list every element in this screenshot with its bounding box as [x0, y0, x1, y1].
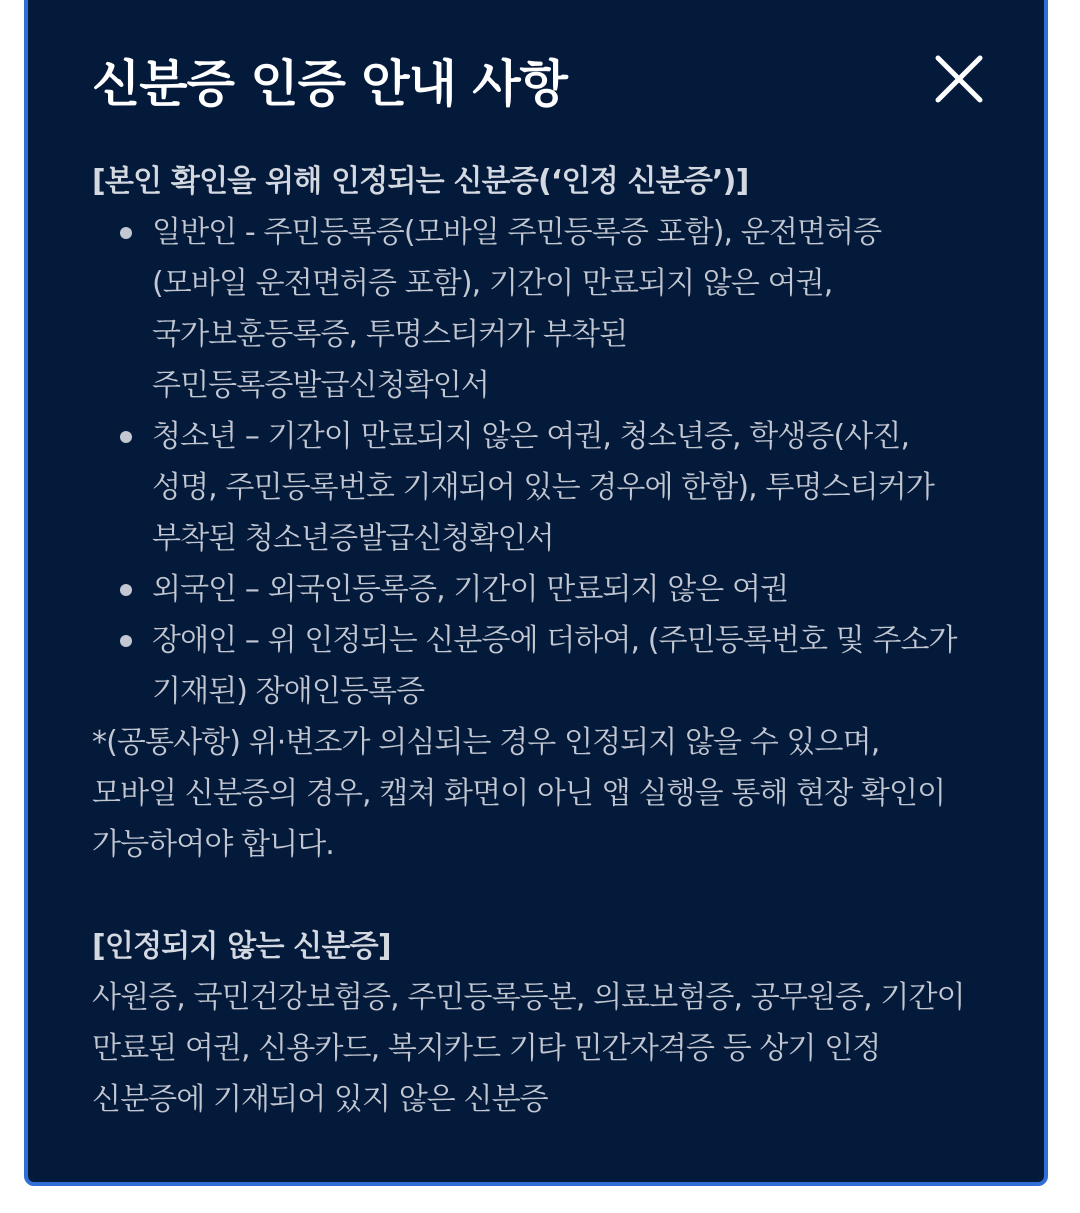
list-item-line: 성명, 주민등록번호 기재되어 있는 경우에 한함), 투명스티커가: [152, 470, 934, 505]
list-item-line: 기재된) 장애인등록증: [152, 674, 425, 709]
list-item-line: 국가보훈등록증, 투명스티커가 부착된: [152, 317, 628, 352]
bullet-icon: [120, 227, 132, 239]
list-item-line: 청소년 – 기간이 만료되지 않은 여권, 청소년증, 학생증(사진,: [152, 419, 910, 454]
list-item-line: 외국인 – 외국인등록증, 기간이 만료되지 않은 여권: [152, 572, 789, 607]
accepted-ids-list: [92, 207, 1012, 717]
list-item-line: (모바일 운전면허증 포함), 기간이 만료되지 않은 여권,: [152, 266, 833, 301]
modal-title: 신분증 인증 안내 사항: [92, 55, 567, 113]
list-item-line: 장애인 – 위 인정되는 신분증에 더하여, (주민등록번호 및 주소가: [152, 623, 957, 658]
close-icon: [932, 52, 986, 106]
list-item-line: 부착된 청소년증발급신청확인서: [152, 521, 554, 556]
modal-content: [92, 156, 1012, 1125]
id-verification-modal: [24, 0, 1048, 1186]
rejected-line: 만료된 여권, 신용카드, 복지카드 기타 민간자격증 등 상기 인정: [92, 1031, 881, 1066]
list-item-line: 주민등록증발급신청확인서: [152, 368, 489, 403]
rejected-line: 신분증에 기재되어 있지 않은 신분증: [92, 1082, 548, 1117]
list-item-foreigner: [92, 564, 1012, 615]
note-line: 가능하여야 합니다.: [92, 827, 334, 862]
note-line: *(공통사항) 위·변조가 의심되는 경우 인정되지 않을 수 있으며,: [92, 725, 880, 760]
accepted-ids-heading: [본인 확인을 위해 인정되는 신분증(‘인정 신분증’)]: [92, 164, 749, 199]
list-item-youth: [92, 411, 1012, 564]
list-item-general: [92, 207, 1012, 411]
section-spacer: [92, 870, 1012, 921]
rejected-ids-heading: [인정되지 않는 신분증]: [92, 929, 391, 964]
bullet-icon: [120, 584, 132, 596]
common-note: [92, 717, 1012, 870]
note-line: 모바일 신분증의 경우, 캡쳐 화면이 아닌 앱 실행을 통해 현장 확인이: [92, 776, 946, 811]
list-item-line: 일반인 - 주민등록증(모바일 주민등록증 포함), 운전면허증: [152, 215, 882, 250]
list-item-disabled: [92, 615, 1012, 717]
rejected-line: 사원증, 국민건강보험증, 주민등록등본, 의료보험증, 공무원증, 기간이: [92, 980, 965, 1015]
bullet-icon: [120, 635, 132, 647]
rejected-ids-text: [92, 972, 1012, 1125]
bullet-icon: [120, 431, 132, 443]
close-button[interactable]: [932, 52, 986, 106]
